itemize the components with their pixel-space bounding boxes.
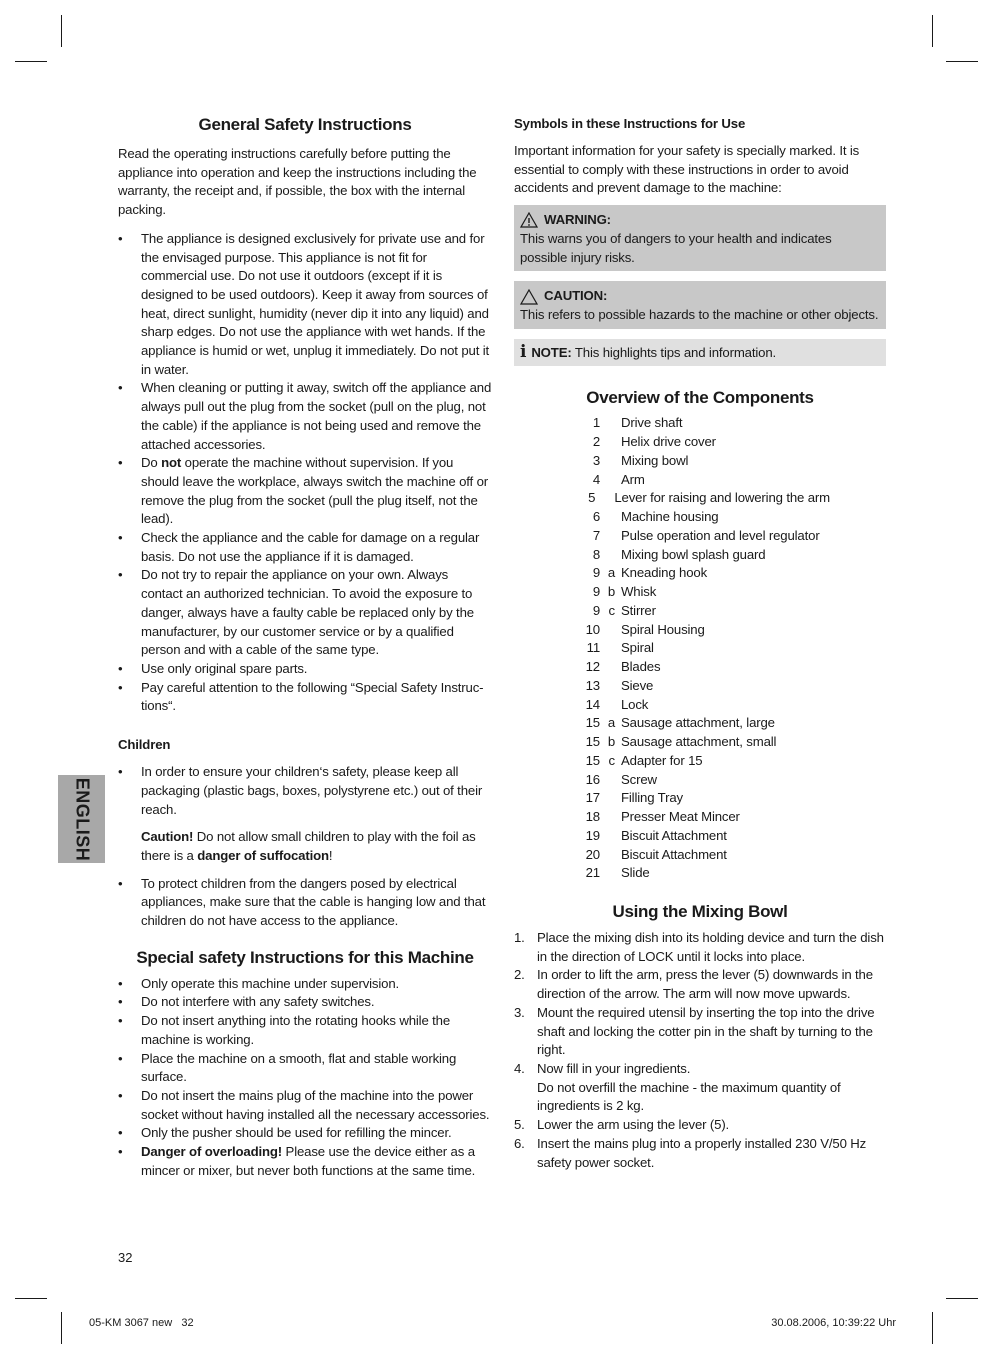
component-item — [570, 752, 830, 771]
component-item — [570, 771, 830, 790]
component-name: Spiral — [621, 640, 654, 656]
component-sub: c — [608, 602, 615, 618]
component-number: 16 — [585, 771, 600, 787]
note-box — [514, 339, 886, 367]
component-sub — [602, 827, 615, 846]
component-name: Mixing bowl — [621, 452, 689, 468]
component-number: 14 — [585, 696, 600, 712]
crop-mark — [946, 61, 978, 62]
list-item: • Only operate this machine under supervision. — [118, 975, 492, 994]
component-item — [570, 583, 830, 602]
component-number: 6 — [592, 509, 600, 525]
component-sub: a — [607, 715, 615, 731]
component-item — [570, 677, 830, 696]
crop-mark — [15, 1298, 47, 1299]
component-item — [570, 471, 830, 490]
children-list — [118, 763, 492, 931]
step-text: Lower the arm using the lever (5). — [537, 1117, 730, 1133]
list-item: • Check the appliance and the cable for damage on a regular basis. Do not use the appliance if it is damaged. — [118, 529, 492, 566]
text-span: Please use the device either as a mincer or mixer, but never both functions at the same time. — [141, 1144, 476, 1178]
list-item: • To protect children from the dangers posed by electrical appliances, make sure that the cable is hanging low and that children do not have access to the appliance. — [118, 875, 492, 931]
step-text: In order to lift the arm, press the lever (5) downwards in the direction of the arrow. The arm will now move upwards. — [537, 967, 873, 1002]
component-item — [570, 546, 830, 565]
component-name: Stirrer — [621, 602, 656, 618]
list-item: • Pay careful attention to the following “Special Safety Instruc-tions“. — [118, 679, 492, 716]
caution-label: Caution! — [141, 829, 194, 845]
overview-title: Overview of the Components — [586, 388, 814, 408]
component-number: 9 — [592, 565, 600, 581]
list-item — [514, 966, 886, 1003]
component-name: Sieve — [621, 677, 654, 693]
component-number: 3 — [592, 452, 600, 468]
component-item — [570, 789, 830, 808]
component-item — [570, 696, 830, 715]
component-item — [570, 602, 830, 621]
component-name: Helix drive cover — [621, 434, 716, 450]
warning-triangle-icon — [520, 212, 538, 228]
list-item: • Do not try to repair the appliance on your own. Always contact an authorized technician. To avoid the exposure to danger, always have a faulty cable be replaced only by the manufacturer, by our customer service or by a qualified person and with a cable of the same type. — [118, 566, 492, 660]
emphasis: danger of suffocation — [197, 847, 329, 863]
warning-label: WARNING: — [544, 212, 611, 228]
component-number: 2 — [592, 434, 600, 450]
component-item — [570, 846, 830, 865]
list-item: • Place the machine on a smooth, flat and stable working surface. — [118, 1050, 492, 1087]
print-footer-left: 05-KM 3067 new 32 — [89, 1317, 194, 1329]
component-name: Adapter for 15 — [621, 752, 703, 768]
component-number: 15 — [585, 752, 600, 768]
components-list — [570, 414, 830, 883]
component-sub: b — [607, 734, 615, 750]
text-span: operate the machine without supervision. If you should leave the workplace, always switch the machine off or remove the plug from the socket (pull the plug itself, not the lead). — [141, 455, 489, 527]
component-item — [570, 864, 830, 883]
list-item: • Use only original spare parts. — [118, 660, 492, 679]
component-sub — [602, 658, 615, 677]
component-item — [570, 733, 830, 752]
list-item — [118, 763, 492, 866]
component-name: Mixing bowl splash guard — [621, 546, 766, 562]
component-name: Lever for raising and lowering the arm — [614, 490, 830, 506]
caution-triangle-icon — [520, 289, 538, 305]
left-column — [118, 113, 492, 1180]
component-item — [570, 414, 830, 433]
component-sub — [602, 808, 615, 827]
component-sub — [602, 414, 615, 433]
component-sub — [602, 471, 615, 490]
list-item — [118, 1143, 492, 1180]
component-name: Slide — [621, 865, 650, 881]
component-number: 1 — [592, 415, 600, 431]
note-label: NOTE: — [531, 344, 572, 360]
component-number: 8 — [592, 546, 600, 562]
language-label: ENGLISH — [72, 777, 93, 861]
component-number: 9 — [592, 584, 600, 600]
crop-mark — [932, 15, 933, 47]
component-sub — [602, 789, 615, 808]
component-sub — [602, 864, 615, 883]
step-text: Now fill in your ingredients. — [537, 1061, 691, 1076]
component-sub — [602, 452, 615, 471]
component-sub — [602, 846, 615, 865]
component-number: 13 — [585, 677, 600, 693]
component-sub — [602, 621, 615, 640]
list-item — [118, 454, 492, 529]
component-sub — [602, 433, 615, 452]
component-number: 9 — [592, 602, 600, 618]
emphasis: Danger of overloading! — [141, 1144, 283, 1160]
step-text: Insert the mains plug into a properly installed 230 V/50 Hz safety power socket. — [537, 1135, 867, 1170]
component-name: Sausage attachment, small — [621, 734, 777, 750]
text-span: ! — [328, 847, 333, 863]
symbols-intro: Important information for your safety is specially marked. It is essential to comply with these instructions in order to avoid accidents and prevent damage to the machine: — [514, 143, 860, 196]
component-item — [570, 564, 830, 583]
component-name: Spiral Housing — [621, 621, 705, 637]
special-safety-list — [118, 975, 492, 1181]
step-number: 5. — [514, 1117, 525, 1133]
crop-mark — [61, 1312, 62, 1344]
print-footer-right: 30.08.2006, 10:39:22 Uhr — [771, 1317, 896, 1329]
component-number: 21 — [585, 865, 600, 881]
language-tab — [58, 775, 105, 863]
component-item — [570, 489, 830, 508]
step-number: 6. — [514, 1135, 525, 1151]
component-number: 10 — [585, 621, 600, 637]
caution-text: This refers to possible hazards to the machine or other objects. — [520, 306, 879, 322]
crop-mark — [946, 1298, 978, 1299]
step-text: Mount the required utensil by inserting the top into the drive shaft and locking the cotter pin in the shaft by turning to the right. — [537, 1004, 875, 1058]
crop-mark — [932, 1312, 933, 1344]
component-number: 15 — [585, 734, 600, 750]
caution-label: CAUTION: — [544, 288, 608, 304]
component-item — [570, 621, 830, 640]
component-sub — [602, 639, 615, 658]
component-name: Machine housing — [621, 509, 719, 525]
general-safety-intro: Read the operating instructions carefully before putting the appliance into operation and keep the instructions including the warranty, the receipt and, if possible, the box with the internal packing. — [118, 146, 477, 218]
component-item — [570, 827, 830, 846]
component-item — [570, 658, 830, 677]
component-sub — [602, 546, 615, 565]
component-name: Whisk — [621, 584, 657, 600]
list-item: • When cleaning or putting it away, switch off the appliance and always pull out the plug from the socket (pull on the plug, not the cable) if the appliance is not being used and remove the attached accessories. — [118, 379, 492, 454]
list-item — [514, 929, 886, 966]
component-name: Sausage attachment, large — [621, 715, 775, 731]
text-span: In order to ensure your children‘s safety, please keep all packaging (plastic bags, boxes, polystyrene etc.) out of their reach. — [141, 764, 483, 817]
step-number: 3. — [514, 1004, 525, 1020]
crop-mark — [61, 15, 62, 47]
component-sub — [602, 771, 615, 790]
list-item: • Only the pusher should be used for refilling the mincer. — [118, 1124, 492, 1143]
crop-mark — [15, 61, 47, 62]
warning-box — [514, 205, 886, 271]
component-name: Biscuit Attachment — [621, 827, 727, 843]
component-number: 15 — [585, 715, 600, 731]
caution-paragraph — [141, 828, 492, 865]
component-sub: c — [608, 752, 615, 768]
component-name: Filling Tray — [621, 790, 683, 806]
component-sub — [602, 696, 615, 715]
component-sub — [602, 508, 615, 527]
component-item — [570, 433, 830, 452]
list-item: • The appliance is designed exclusively for private use and for the envisaged purpose. This appliance is not fit for commercial use. Do not use it outdoors (except if it is designed to be used outdoors). Keep it away from sources of heat, direct sunlight, humidity (never dip it into any liquid) and sharp edges. Do not use the appliance with wet hands. If the appliance is humid or wet, unplug it immediately. Do not put it in water. — [118, 230, 492, 380]
step-number: 1. — [514, 930, 525, 946]
component-name: Screw — [621, 771, 657, 787]
step-text: Do not overfill the machine - the maximum quantity of ingredients is 2 kg. — [537, 1079, 841, 1114]
component-name: Pulse operation and level regulator — [621, 527, 820, 543]
component-number: 18 — [585, 809, 600, 825]
component-sub — [602, 677, 615, 696]
page-number: 32 — [118, 1250, 133, 1265]
component-name: Arm — [621, 471, 645, 487]
list-item — [514, 1060, 886, 1116]
symbols-heading: Symbols in these Instructions for Use — [514, 116, 746, 131]
component-sub: a — [607, 565, 615, 581]
children-heading: Children — [118, 737, 171, 753]
component-item — [570, 452, 830, 471]
component-item — [570, 639, 830, 658]
component-name: Drive shaft — [621, 415, 683, 431]
right-column — [514, 113, 886, 1172]
component-name: Kneading hook — [621, 565, 708, 581]
component-number: 4 — [592, 471, 600, 487]
step-number: 4. — [514, 1061, 525, 1076]
mixing-bowl-steps — [514, 929, 886, 1172]
warning-text: This warns you of dangers to your health and indicates possible injury risks. — [520, 230, 832, 265]
info-icon: i — [520, 341, 527, 362]
mixing-bowl-title: Using the Mixing Bowl — [612, 902, 788, 922]
warning-title — [520, 211, 880, 230]
component-number: 12 — [585, 659, 600, 675]
component-number: 20 — [585, 846, 600, 862]
emphasis: not — [161, 455, 182, 471]
component-item — [570, 508, 830, 527]
component-number: 17 — [585, 790, 600, 806]
text-span: Do — [141, 455, 162, 471]
list-item — [514, 1004, 886, 1060]
component-name: Blades — [621, 659, 661, 675]
step-number: 2. — [514, 967, 525, 983]
general-safety-title: General Safety Instructions — [198, 115, 412, 134]
component-sub — [602, 527, 615, 546]
list-item: • Do not interfere with any safety switches. — [118, 993, 492, 1012]
caution-title — [520, 287, 880, 306]
component-item — [570, 714, 830, 733]
list-item: • Do not insert the mains plug of the machine into the power socket without having installed all the necessary accessories. — [118, 1087, 492, 1124]
list-item: • Do not insert anything into the rotating hooks while the machine is working. — [118, 1012, 492, 1049]
step-text: Place the mixing dish into its holding device and turn the dish in the direction of LOCK until it locks into place. — [537, 930, 884, 964]
component-number: 11 — [586, 640, 600, 656]
component-sub — [597, 489, 608, 508]
component-number: 19 — [585, 827, 600, 843]
list-item — [514, 1135, 886, 1172]
caution-box — [514, 281, 886, 328]
list-item — [514, 1116, 886, 1135]
component-number: 7 — [592, 527, 600, 543]
component-name: Lock — [621, 696, 649, 712]
note-text: This highlights tips and information. — [571, 344, 777, 360]
component-item — [570, 808, 830, 827]
general-safety-list — [118, 230, 492, 716]
component-sub: b — [607, 584, 615, 600]
text-span: Do not allow small children to play with the foil as there is a — [141, 829, 476, 863]
component-name: Presser Meat Mincer — [621, 809, 740, 825]
component-number: 5 — [588, 490, 596, 506]
component-name: Biscuit Attachment — [621, 846, 727, 862]
component-item — [570, 527, 830, 546]
special-safety-title: Special safety Instructions for this Machine — [136, 947, 474, 967]
